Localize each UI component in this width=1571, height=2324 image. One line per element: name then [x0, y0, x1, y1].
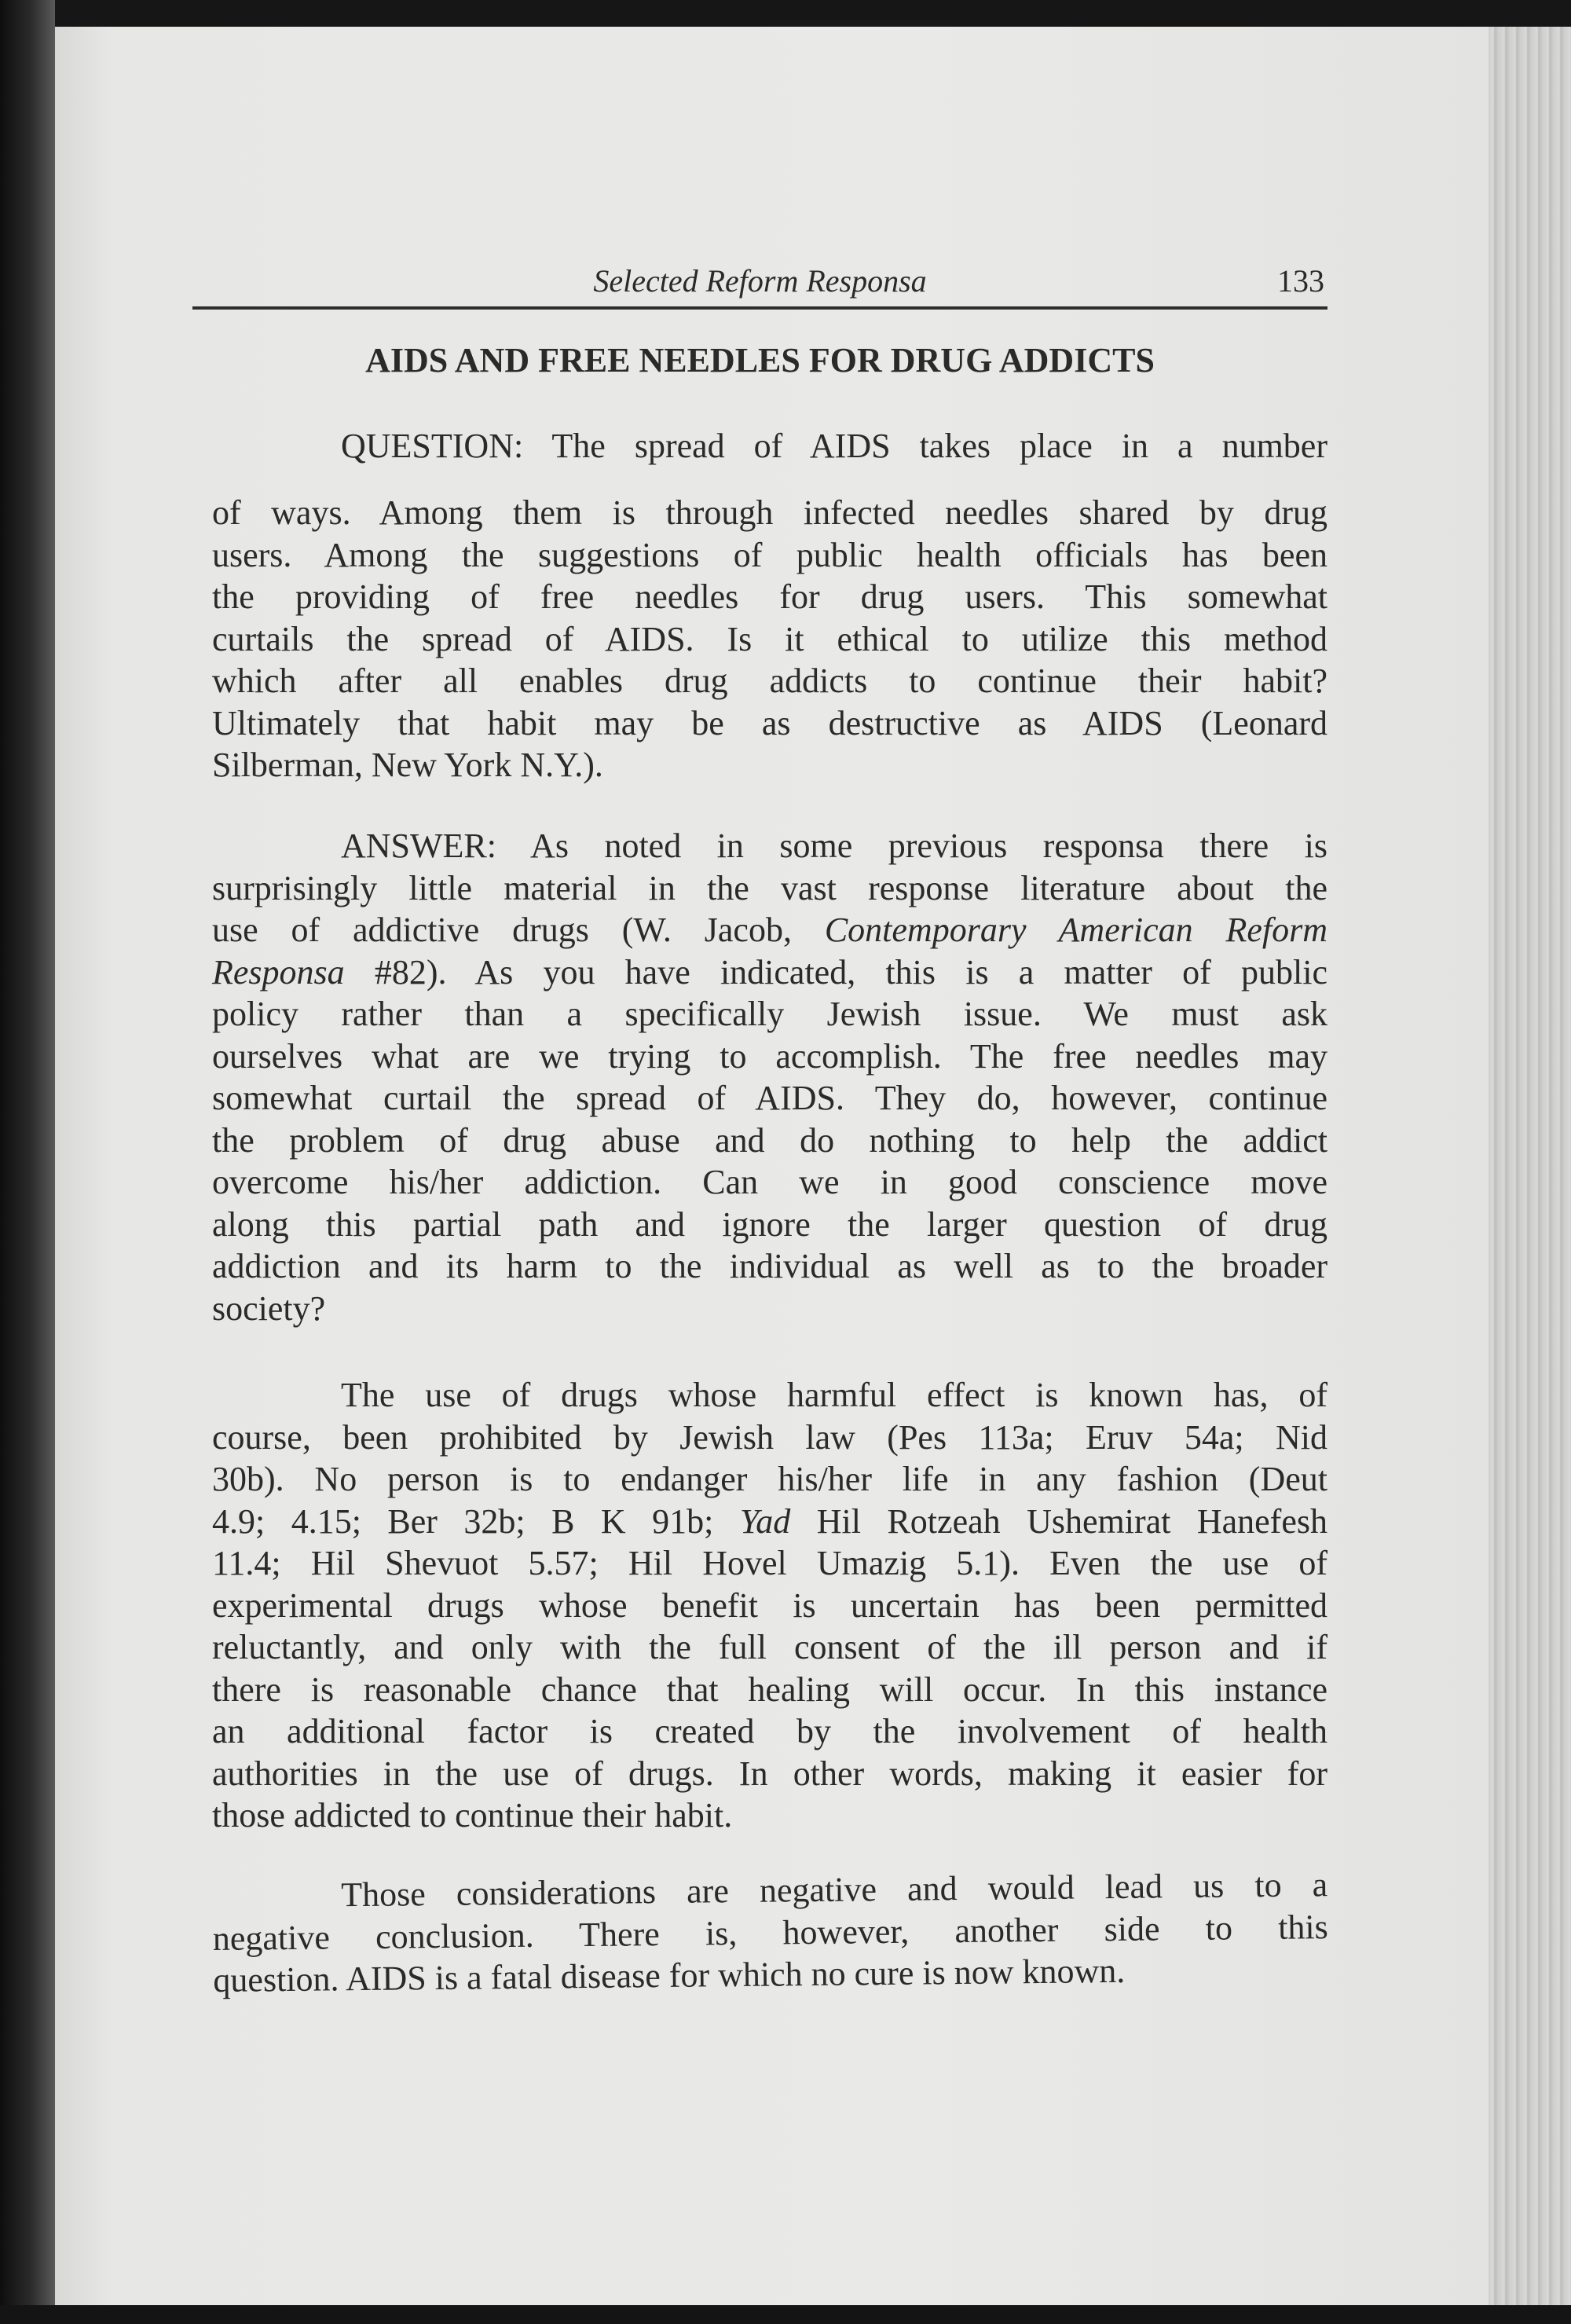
text-line — [212, 1288, 1327, 1330]
paragraph-considerations — [212, 1864, 1329, 2001]
text-segment: society? — [212, 1288, 326, 1328]
text-segment: #82). As you have indicated, this is a matter of public — [344, 952, 1327, 992]
paragraph-answer — [212, 825, 1327, 1329]
text-segment: Ultimately that habit may be as destructive as AIDS (Leonard — [212, 703, 1327, 742]
text-line — [212, 1753, 1327, 1795]
text-segment: Silberman, New York N.Y.). — [212, 746, 603, 784]
text-segment: an additional factor is created by the involvement of health — [212, 1712, 1327, 1750]
text-line — [212, 1626, 1327, 1669]
italic-citation: Contemporary American Reform — [824, 911, 1327, 949]
text-segment: use of addictive drugs (W. Jacob, — [212, 911, 825, 949]
italic-citation: Responsa — [212, 952, 345, 992]
page-stack-edge — [1489, 27, 1571, 2305]
text-line — [212, 1501, 1327, 1543]
text-line — [212, 534, 1327, 577]
text-segment: 4.9; 4.15; Ber 32b; B K 91b; — [212, 1501, 740, 1541]
responsum-title: AIDS AND FREE NEEDLES FOR DRUG ADDICTS — [365, 341, 1155, 379]
text-segment: overcome his/her addiction. Can we in good conscience move — [212, 1163, 1327, 1201]
text-segment: ANSWER: As noted in some previous responsa there is — [341, 827, 1327, 865]
text-segment: users. Among the suggestions of public health officials has been — [212, 535, 1327, 574]
text-segment: along this partial path and ignore the larger question of drug — [212, 1204, 1327, 1244]
scan-top-edge — [0, 0, 1571, 27]
running-head — [192, 262, 1327, 303]
text-segment: QUESTION: The spread of AIDS takes place in a number — [341, 427, 1327, 465]
text-line — [212, 492, 1327, 534]
text-segment: Hil Rotzeah Ushemirat Hanefesh — [790, 1501, 1327, 1541]
italic-citation: Yad — [739, 1501, 791, 1541]
text-line — [212, 993, 1327, 1036]
text-line — [212, 660, 1327, 702]
text-segment: question. AIDS is a fatal disease for which no cure is now known. — [213, 1951, 1126, 2000]
text-segment: which after all enables drug addicts to continue their habit? — [212, 662, 1327, 700]
book-spine-edge — [0, 0, 55, 2324]
text-line — [212, 951, 1327, 994]
text-line — [212, 1374, 1327, 1417]
text-line — [212, 1542, 1327, 1585]
text-segment: experimental drugs whose benefit is uncertain has been permitted — [212, 1585, 1327, 1625]
text-segment: those addicted to continue their habit. — [212, 1796, 733, 1835]
text-segment: of ways. Among them is through infected needles shared by drug — [212, 493, 1327, 532]
text-line — [212, 825, 1327, 867]
text-segment: negative conclusion. There is, however, another side to this — [212, 1907, 1329, 1958]
text-segment: ourselves what are we trying to accomplish. The free needles may — [212, 1036, 1327, 1076]
text-segment: Those considerations are negative and would lead us to a — [341, 1865, 1328, 1915]
scan-bottom-edge — [0, 2305, 1571, 2324]
text-line — [212, 1161, 1327, 1204]
paragraph-law — [212, 1374, 1327, 1837]
text-segment: policy rather than a specifically Jewish issue. We must ask — [212, 995, 1327, 1033]
paragraph-question — [212, 492, 1327, 786]
text-segment: the problem of drug abuse and do nothing to help the addict — [212, 1120, 1327, 1160]
text-line — [212, 1036, 1327, 1078]
text-segment: somewhat curtail the spread of AIDS. They do, however, continue — [212, 1079, 1327, 1117]
text-line — [212, 744, 1327, 786]
text-segment: The use of drugs whose harmful effect is known has, of — [341, 1376, 1327, 1414]
text-line — [212, 867, 1327, 910]
text-segment: addiction and its harm to the individual as well as to the broader — [212, 1247, 1327, 1285]
text-segment: authorities in the use of drugs. In other words, making it easier for — [212, 1754, 1327, 1793]
running-head-title: Selected Reform Responsa — [593, 263, 927, 299]
text-segment: course, been prohibited by Jewish law (Pes 113a; Eruv 54a; Nid — [212, 1417, 1327, 1457]
text-segment: 11.4; Hil Shevuot 5.57; Hil Hovel Umazig 5.1). Even the use of — [212, 1544, 1327, 1582]
text-line — [212, 1204, 1327, 1246]
text-line — [212, 1710, 1327, 1753]
text-line — [212, 425, 1327, 467]
text-line — [212, 576, 1327, 618]
text-segment: curtails the spread of AIDS. Is it ethical to utilize this method — [212, 619, 1327, 658]
text-line — [212, 1585, 1327, 1627]
text-segment: there is reasonable chance that healing will occur. In this instance — [212, 1670, 1327, 1709]
text-line — [212, 1417, 1327, 1459]
text-line — [212, 909, 1327, 951]
text-line — [212, 1120, 1327, 1162]
text-segment: surprisingly little material in the vast response literature about the — [212, 868, 1327, 907]
page-number: 133 — [1277, 263, 1324, 299]
text-segment: 30b). No person is to endanger his/her life in any fashion (Deut — [212, 1460, 1327, 1498]
header-rule — [192, 306, 1327, 310]
text-segment: the providing of free needles for drug users. This somewhat — [212, 577, 1327, 616]
text-line — [212, 618, 1327, 661]
text-line — [212, 1669, 1327, 1711]
text-line — [212, 1077, 1327, 1120]
text-line — [212, 1245, 1327, 1288]
paragraph-question-intro — [212, 425, 1327, 467]
text-line — [212, 1794, 1327, 1837]
text-line — [212, 702, 1327, 745]
text-segment: reluctantly, and only with the full consent of the ill person and if — [212, 1628, 1327, 1666]
text-line — [212, 1458, 1327, 1501]
